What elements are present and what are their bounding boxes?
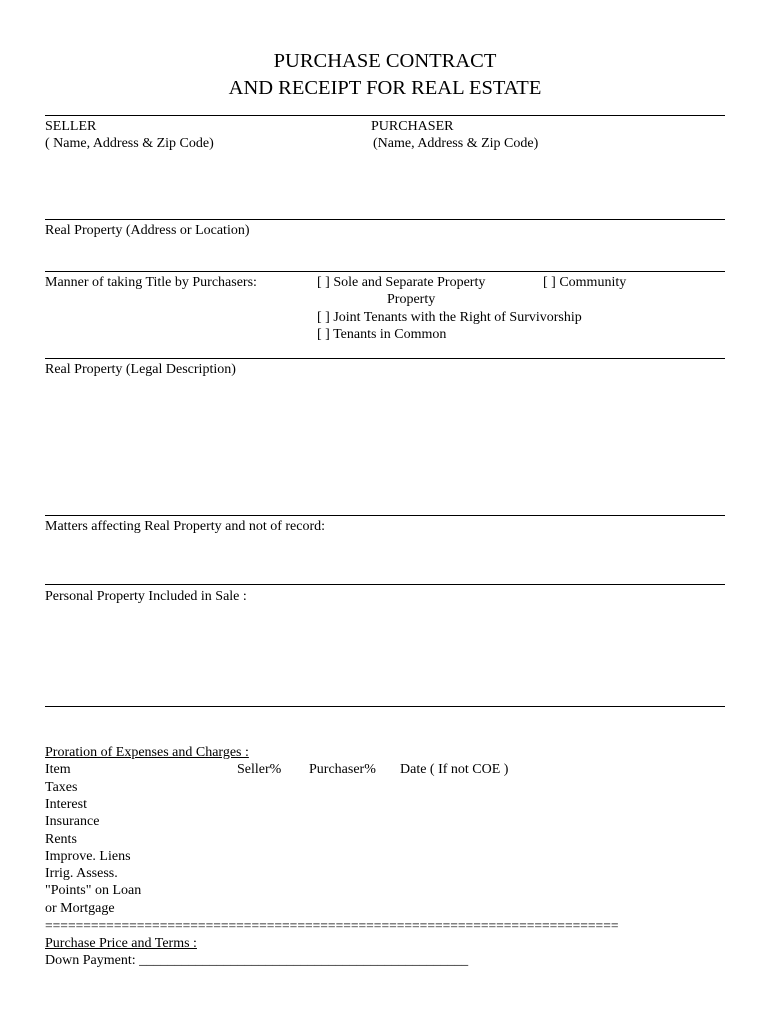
- title-manner-label: Manner of taking Title by Purchasers:: [45, 275, 257, 290]
- proration-heading: Proration of Expenses and Charges :: [45, 745, 249, 760]
- legal-description-label: Real Property (Legal Description): [45, 362, 236, 377]
- option-community-cont: Property: [387, 292, 436, 307]
- proration-item: "Points" on Loan: [45, 883, 142, 898]
- proration-item: or Mortgage: [45, 901, 115, 916]
- proration-item: Interest: [45, 797, 87, 812]
- proration-col-seller: Seller%: [237, 762, 282, 777]
- title-line-1: PURCHASE CONTRACT: [273, 50, 497, 72]
- seller-sub-label: ( Name, Address & Zip Code): [45, 136, 214, 151]
- option-joint-tenants[interactable]: [ ] Joint Tenants with the Right of Survivorship: [317, 310, 582, 325]
- divider: [45, 515, 725, 516]
- divider: [45, 271, 725, 272]
- purchaser-sub-label: (Name, Address & Zip Code): [373, 136, 539, 151]
- proration-col-purchaser: Purchaser%: [309, 762, 376, 777]
- option-sole-separate[interactable]: [ ] Sole and Separate Property: [317, 275, 486, 290]
- option-community[interactable]: [ ] Community: [543, 275, 627, 290]
- separator-line: ===========================================================================: [45, 918, 619, 933]
- proration-item: Insurance: [45, 814, 100, 829]
- purchaser-label: PURCHASER: [371, 119, 454, 134]
- purchase-price-heading: Purchase Price and Terms :: [45, 936, 197, 951]
- real-property-address-label: Real Property (Address or Location): [45, 223, 250, 238]
- divider: [45, 358, 725, 359]
- option-tenants-in-common[interactable]: [ ] Tenants in Common: [317, 327, 447, 342]
- down-payment-field[interactable]: Down Payment: _______________________________________________: [45, 953, 469, 968]
- divider: [45, 115, 725, 116]
- divider: [45, 706, 725, 707]
- proration-item: Taxes: [45, 780, 78, 795]
- seller-label: SELLER: [45, 119, 97, 134]
- matters-label: Matters affecting Real Property and not of record:: [45, 519, 326, 534]
- proration-item: Improve. Liens: [45, 849, 131, 864]
- proration-col-item: Item: [45, 762, 71, 777]
- title-line-2: AND RECEIPT FOR REAL ESTATE: [228, 77, 542, 99]
- proration-item: Irrig. Assess.: [45, 866, 118, 881]
- proration-item: Rents: [45, 832, 77, 847]
- proration-col-date: Date ( If not COE ): [400, 762, 509, 777]
- personal-property-label: Personal Property Included in Sale :: [45, 589, 247, 604]
- divider: [45, 219, 725, 220]
- divider: [45, 584, 725, 585]
